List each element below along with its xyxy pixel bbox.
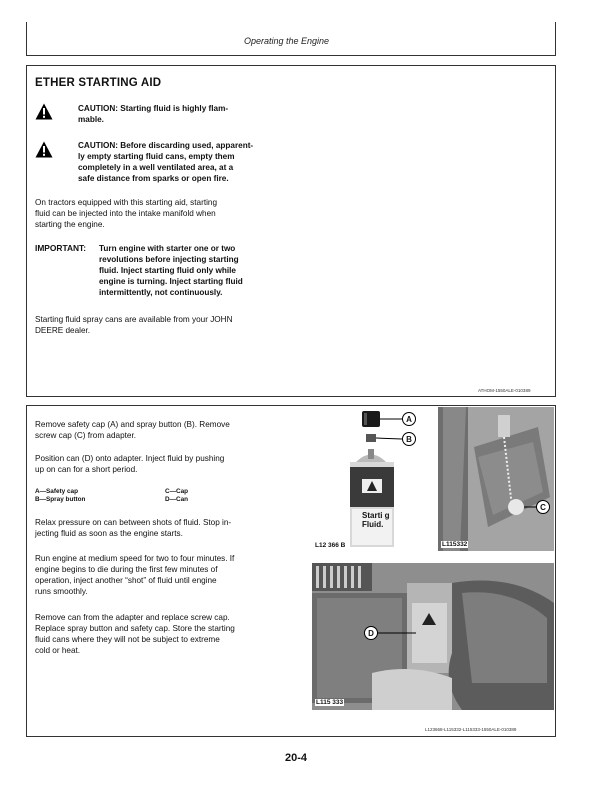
image-label: L12 366 B <box>315 542 346 549</box>
warning-triangle-icon <box>35 141 53 158</box>
adapter-illustration <box>438 407 554 551</box>
procedure-step-2: Position can (D) onto adapter. Inject fluid by pushing up on can for a short period. <box>35 454 225 474</box>
callout-b: B <box>402 432 416 446</box>
callout-leaders <box>312 407 435 551</box>
legend-right: C—Cap D—Can <box>165 488 189 503</box>
intro-paragraph: On tractors equipped with this starting aid, starting fluid can be injected into the intake manifold when starting the engine. <box>35 198 218 229</box>
important-label: IMPORTANT: <box>35 243 87 253</box>
legend-left: A—Safety cap B—Spray button <box>35 488 86 503</box>
callout-c: C <box>536 500 550 514</box>
callout-a: A <box>402 412 416 426</box>
spray-can-photo <box>312 407 435 551</box>
procedure-step-3: Relax pressure on can between shots of fluid. Stop in- jecting fluid as soon as the engine starts. <box>35 518 232 538</box>
can-label-text: Starti g <box>362 511 390 520</box>
image-label: L115 333 <box>316 699 344 706</box>
callout-d: D <box>364 626 378 640</box>
page-header-title: Operating the Engine <box>244 36 330 46</box>
procedure-step-1: Remove safety cap (A) and spray button (B). Remove screw cap (C) from adapter. <box>35 420 230 440</box>
section-title: ETHER STARTING AID <box>35 77 162 89</box>
procedure-step-5: Remove can from the adapter and replace screw cap. Replace spray button and safety cap. Store the starting fluid cans where they will not be subject to extreme cold or heat. <box>35 613 235 655</box>
important-text: Turn engine with starter one or two revolutions before injecting starting fluid. Inject starting fluid only while engine is turning. Inject starting fluid intermittently, not continuously. <box>99 244 243 297</box>
caution-discarding-cans: CAUTION: Before discarding used, apparent- ly empty starting fluid cans, empty them completely in a well ventilated area, at a safe distance from sparks or open fire. <box>78 141 254 183</box>
procedure-step-4: Run engine at medium speed for two to four minutes. If engine begins to die during the first few minutes of operation, inject another “shot” of fluid until engine runs smoothly. <box>35 554 235 596</box>
injection-photo <box>312 563 554 710</box>
callout-leader <box>312 563 554 710</box>
image-label: L115332 <box>442 541 468 548</box>
adapter-photo <box>438 407 554 551</box>
can-label-text: Fluid. <box>362 520 384 529</box>
warning-triangle-icon <box>35 103 53 120</box>
page-number: 20-4 <box>285 752 308 764</box>
section-reference-code: ATHOM-1550ALE-010389 <box>478 388 531 393</box>
procedure-reference-code: L123668-L115332-L115333-1550ALE-010389 <box>425 727 517 732</box>
caution-flammable: CAUTION: Starting fluid is highly flam- mable. <box>78 104 229 124</box>
dealer-paragraph: Starting fluid spray cans are available from your JOHN DEERE dealer. <box>35 315 233 335</box>
